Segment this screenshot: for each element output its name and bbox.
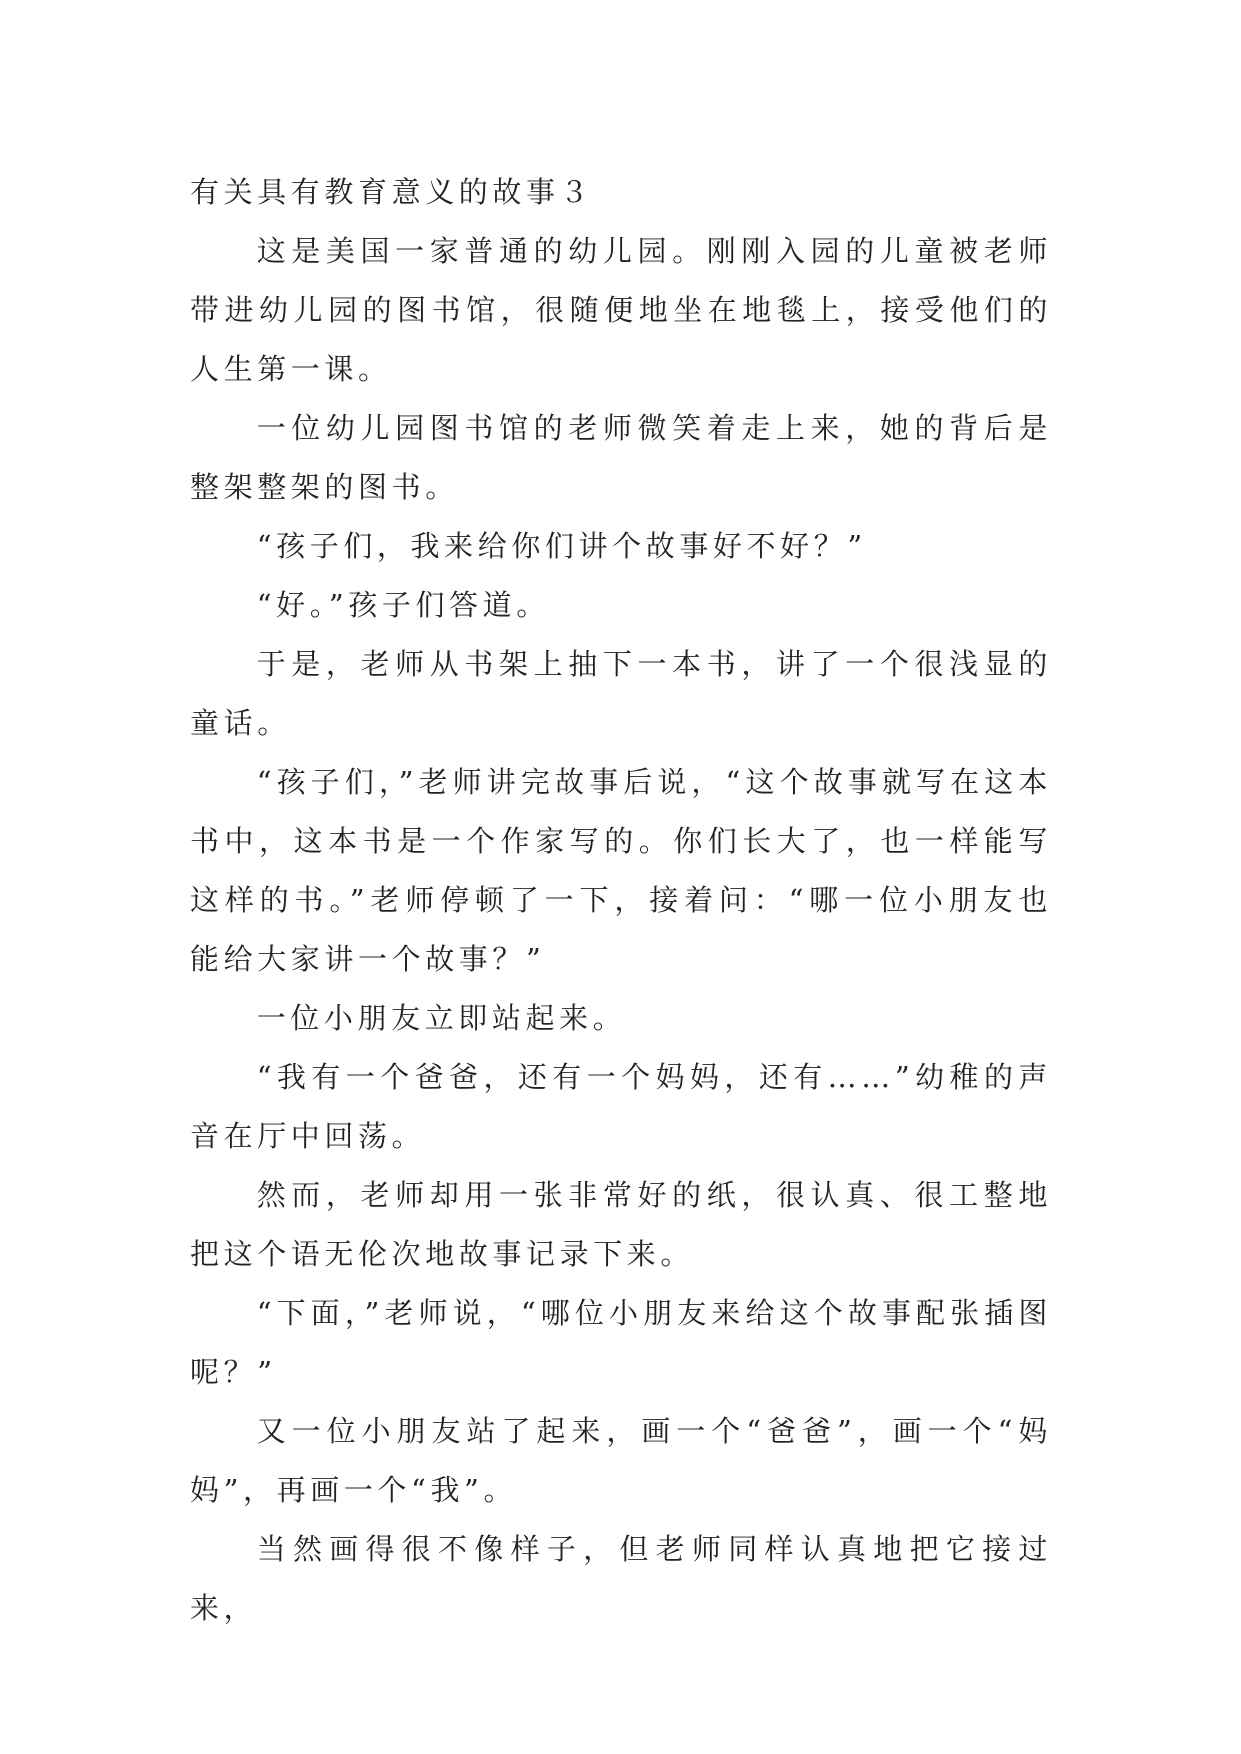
paragraph-7: 一位小朋友立即站起来。 xyxy=(256,1001,627,1035)
paragraph-8: “我有一个爸爸，还有一个妈妈，还有……”幼稚的声音在厅中回荡。 xyxy=(190,1060,1052,1153)
paragraph-9: 然而，老师却用一张非常好的纸，很认真、很工整地把这个语无伦次地故事记录下来。 xyxy=(190,1178,1052,1271)
document-body xyxy=(190,163,1052,1638)
paragraph-4: “好。”孩子们答道。 xyxy=(256,588,550,622)
document-title: 有关具有教育意义的故事３ xyxy=(190,175,594,209)
paragraph-6: “孩子们，”老师讲完故事后说，“这个故事就写在这本书中，这本书是一个作家写的。你们长大了，也一样能写这样的书。”老师停顿了一下，接着问：“哪一位小朋友也能给大家讲一个故事？” xyxy=(190,765,1052,976)
paragraph-3: “孩子们，我来给你们讲个故事好不好？” xyxy=(256,529,867,563)
paragraph-5: 于是，老师从书架上抽下一本书，讲了一个很浅显的童话。 xyxy=(190,647,1052,740)
paragraph-12: 当然画得很不像样子，但老师同样认真地把它接过来， xyxy=(190,1532,1052,1625)
paragraph-1: 这是美国一家普通的幼儿园。刚刚入园的儿童被老师带进幼儿园的图书馆，很随便地坐在地毯上，接受他们的人生第一课。 xyxy=(190,234,1052,386)
paragraph-2: 一位幼儿园图书馆的老师微笑着走上来，她的背后是整架整架的图书。 xyxy=(190,411,1052,504)
paragraph-11: 又一位小朋友站了起来，画一个“爸爸”，画一个“妈妈”，再画一个“我”。 xyxy=(190,1414,1052,1507)
paragraph-10: “下面，”老师说，“哪位小朋友来给这个故事配张插图呢？” xyxy=(190,1296,1052,1389)
